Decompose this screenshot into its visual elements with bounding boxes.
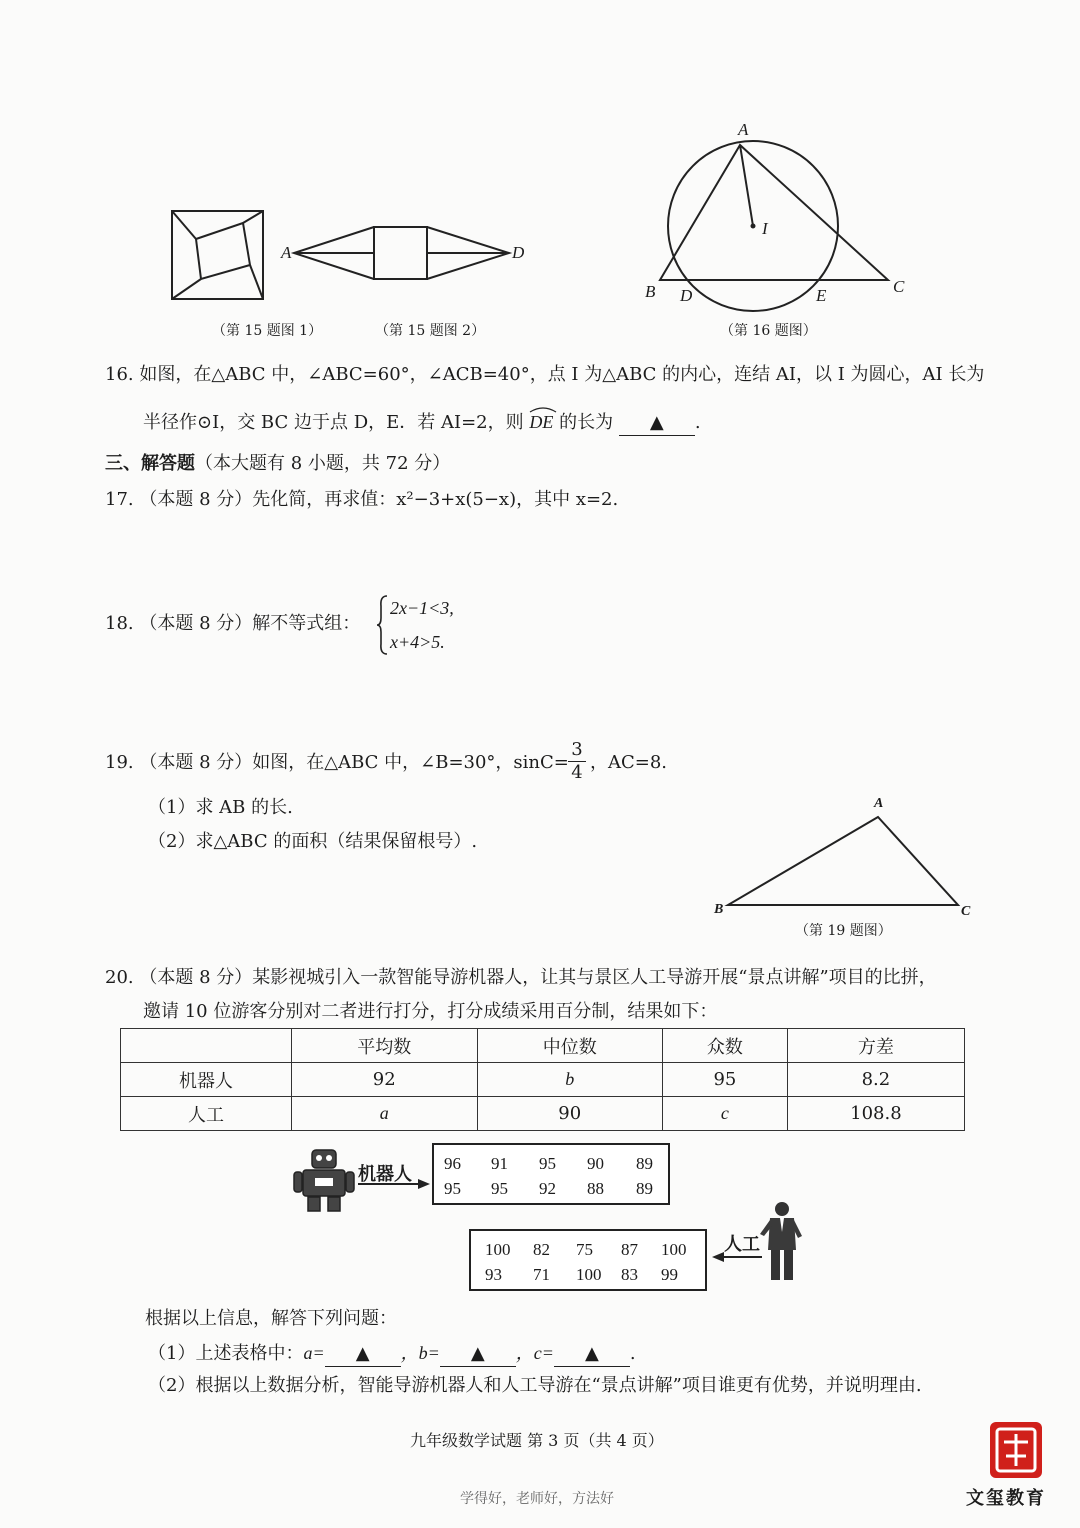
q18-ineq1: 2x−1<3, [390,598,454,618]
table-header-row [121,1029,965,1063]
q19-frac-num: 3 [571,739,583,760]
fig19-caption: （第 19 题图） [795,923,892,939]
page-info: 九年级数学试题 第 3 页（共 4 页） [410,1431,664,1450]
fig19-label-c: C [961,904,971,919]
right-arrow-icon [358,1178,430,1190]
score-cell: 92 [539,1179,556,1198]
score-cell: 89 [636,1154,653,1173]
q16-answer-blank[interactable]: ▲ [619,411,695,436]
score-cell: 90 [587,1154,604,1173]
table-row [121,1097,965,1131]
fig19-label-b: B [714,902,724,917]
fig19-label-a: A [874,796,884,811]
q19-suffix: ，AC=8. [590,752,668,773]
score-cell: 99 [661,1265,678,1284]
figure-16 [640,130,900,320]
arc-mark-icon [529,407,557,413]
score-cell: 87 [621,1240,638,1259]
statistics-table [120,1028,965,1131]
score-cell: 75 [576,1240,593,1259]
q19-sub1: （1）求 AB 的长. [148,797,293,818]
robot-icon [293,1148,355,1213]
section3-desc: （本大题有 8 小题，共 72 分） [195,453,451,474]
score-cell: 100 [661,1240,687,1259]
table-cell: 92 [292,1063,478,1097]
seal-logo-icon [988,1420,1044,1480]
table-cell: 95 [663,1063,788,1097]
table-cell: a [292,1097,478,1131]
table-cell: b [477,1063,663,1097]
fig15-2-caption: （第 15 题图 2） [375,323,486,339]
fig16-label-e: E [816,286,827,305]
figure-15-2 [280,220,525,285]
fig15-1-caption: （第 15 题图 1） [212,323,323,339]
score-cell: 83 [621,1265,638,1284]
score-cell: 100 [576,1265,602,1284]
human-scores-box [469,1229,707,1291]
q20-sub2: （2）根据以上数据分析，智能导游机器人和人工导游在“景点讲解”项目谁更有优势，并说明理由. [148,1375,922,1396]
table-header-cell: 平均数 [292,1029,478,1063]
brand-name: 文玺教育 [966,1488,1046,1509]
q20-line1: 20. （本题 8 分）某影视城引入一款智能导游机器人，让其与景区人工导游开展“景点讲解”项目的比拼， [105,967,937,988]
score-cell: 96 [444,1154,461,1173]
q20-line2: 邀请 10 位游客分别对二者进行打分，打分成绩采用百分制，结果如下： [143,1001,718,1022]
table-cell: c [663,1097,788,1131]
q19-sub2: （2）求△ABC 的面积（结果保留根号）. [148,831,478,852]
q16-line1: 16. 如图，在△ABC 中，∠ABC=60°，∠ACB=40°，点 I 为△ABC 的内心，连结 AI，以 I 为圆心，AI 长为 [105,364,985,385]
q17-text: 17. （本题 8 分）先化简，再求值：x²−3+x(5−x)，其中 x=2. [105,489,619,510]
fig16-label-b: B [645,282,656,301]
score-cell: 93 [485,1265,502,1284]
score-cell: 95 [491,1179,508,1198]
answer-blank-b[interactable]: ▲ [440,1342,516,1367]
fig16-label-i: I [762,219,768,238]
fig16-caption: （第 16 题图） [720,323,817,339]
fig16-label-a: A [738,120,749,139]
q19-fraction [568,739,586,784]
fig15-label-a: A [281,243,292,262]
score-cell: 88 [587,1179,604,1198]
figure-19 [720,810,965,912]
q16-line2-pre: 半径作⊙I，交 BC 边于点 D，E．若 AI=2，则 [143,412,524,433]
q16-arc-label: DE [529,410,553,434]
table-header-cell: 方差 [787,1029,964,1063]
table-row [121,1063,965,1097]
q19-prefix: 19. （本题 8 分）如图，在△ABC 中，∠B=30°，sinC= [105,752,569,773]
q20-intro: 根据以上信息，解答下列问题： [145,1308,397,1329]
score-cell: 91 [491,1154,508,1173]
score-cell: 95 [539,1154,556,1173]
fig15-label-d: D [512,243,525,262]
fig16-label-d: D [680,286,693,305]
table-cell: 机器人 [121,1063,292,1097]
left-arrow-icon [712,1251,762,1263]
robot-label: 机器人 [358,1164,412,1185]
table-cell: 8.2 [787,1063,964,1097]
section3-title: 三、解答题 [105,453,195,474]
table-cell: 108.8 [787,1097,964,1131]
score-cell: 82 [533,1240,550,1259]
score-cell: 95 [444,1179,461,1198]
table-header-cell: 中位数 [477,1029,663,1063]
brace-icon [376,594,388,656]
answer-blank-c[interactable]: ▲ [554,1342,630,1367]
slogan: 学得好，老师好，方法好 [460,1491,614,1507]
figure-15-1 [165,205,271,305]
q16-line2-post: 的长为 [559,412,614,433]
score-cell: 89 [636,1179,653,1198]
answer-blank-a[interactable]: ▲ [325,1342,401,1367]
q19-frac-den: 4 [568,761,586,784]
score-cell: 71 [533,1265,550,1284]
q20-sub1: （1）上述表格中：a= ▲ ，b= ▲ ，c= ▲ . [148,1341,636,1367]
human-label: 人工 [724,1234,760,1255]
table-cell: 人工 [121,1097,292,1131]
table-header-cell: 众数 [663,1029,788,1063]
q18-prefix: 18. （本题 8 分）解不等式组： [105,613,361,634]
score-cell: 100 [485,1240,511,1259]
q18-ineq2: x+4>5. [390,632,445,652]
fig16-label-c: C [893,277,905,296]
table-cell: 90 [477,1097,663,1131]
q16-line2: 半径作⊙I，交 BC 边于点 D，E．若 AI=2，则 DE 的长为 ▲ . [143,410,701,436]
person-icon [758,1200,806,1284]
table-header-cell [121,1029,292,1063]
section3-heading [105,452,450,476]
robot-scores-box [432,1143,670,1205]
